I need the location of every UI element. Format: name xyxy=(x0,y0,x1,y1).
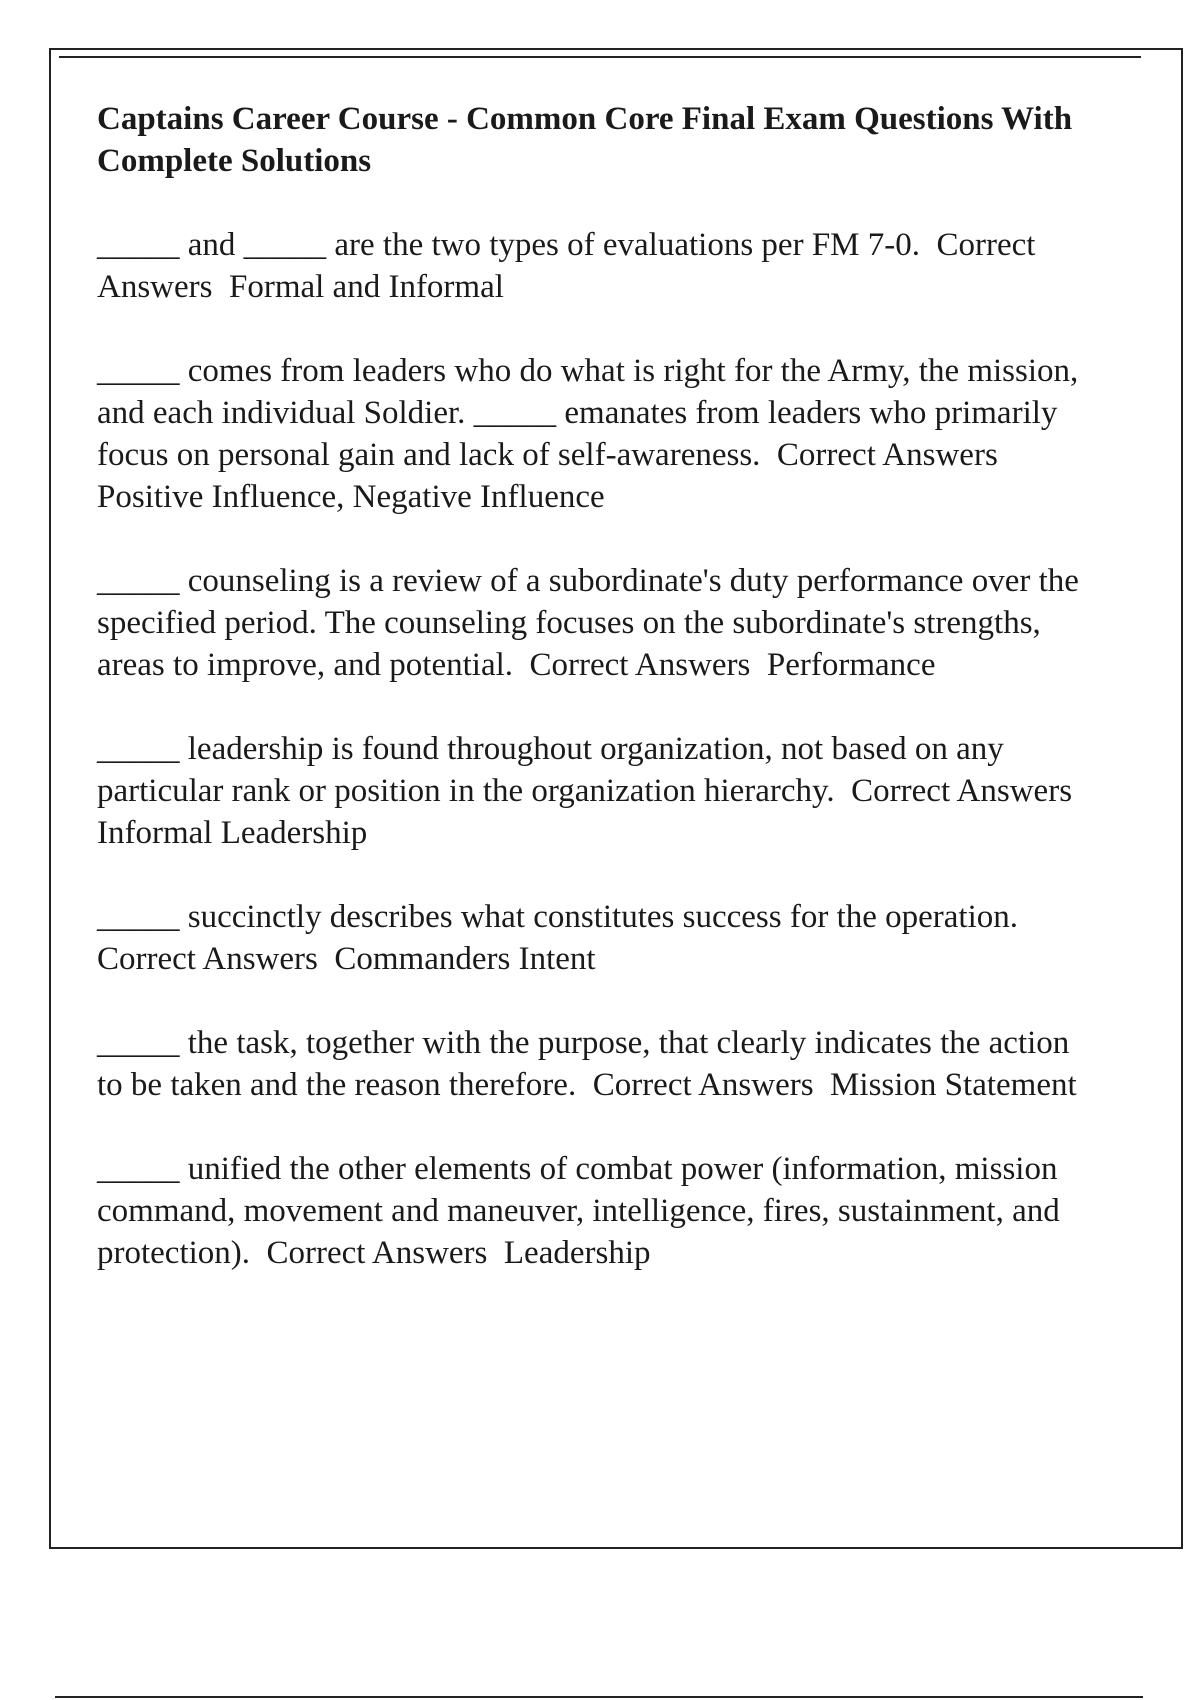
question-item: _____ succinctly describes what constitutes success for the operation. Correct Answers Commanders Intent xyxy=(97,899,1035,977)
top-rule xyxy=(59,56,1141,58)
document-body xyxy=(97,98,1097,1316)
question-item: _____ comes from leaders who do what is right for the Army, the mission, and each individual Soldier. _____ emanates from leaders who primarily focus on personal gain and lack of self-awareness. Correct Answers Positive Influence, Negative Influence xyxy=(97,353,1087,515)
question-item: _____ counseling is a review of a subordinate's duty performance over the specified period. The counseling focuses on the subordinate's strengths, areas to improve, and potential. Correct Answers Performance xyxy=(97,563,1088,683)
question-item: _____ the task, together with the purpose, that clearly indicates the action to be taken and the reason therefore. Correct Answers Mission Statement xyxy=(97,1025,1078,1103)
question-item: _____ unified the other elements of combat power (information, mission command, movement and maneuver, intelligence, fires, sustainment, and protection). Correct Answers Leadership xyxy=(97,1151,1068,1271)
bottom-rule xyxy=(55,1696,1143,1698)
document-title: Captains Career Course - Common Core Final Exam Questions With Complete Solutions xyxy=(97,101,1073,179)
question-item: _____ leadership is found throughout organization, not based on any particular rank or position in the organization hierarchy. Correct Answers Informal Leadership xyxy=(97,731,1089,851)
question-item: _____ and _____ are the two types of evaluations per FM 7-0. Correct Answers Formal and Informal xyxy=(97,227,1042,305)
